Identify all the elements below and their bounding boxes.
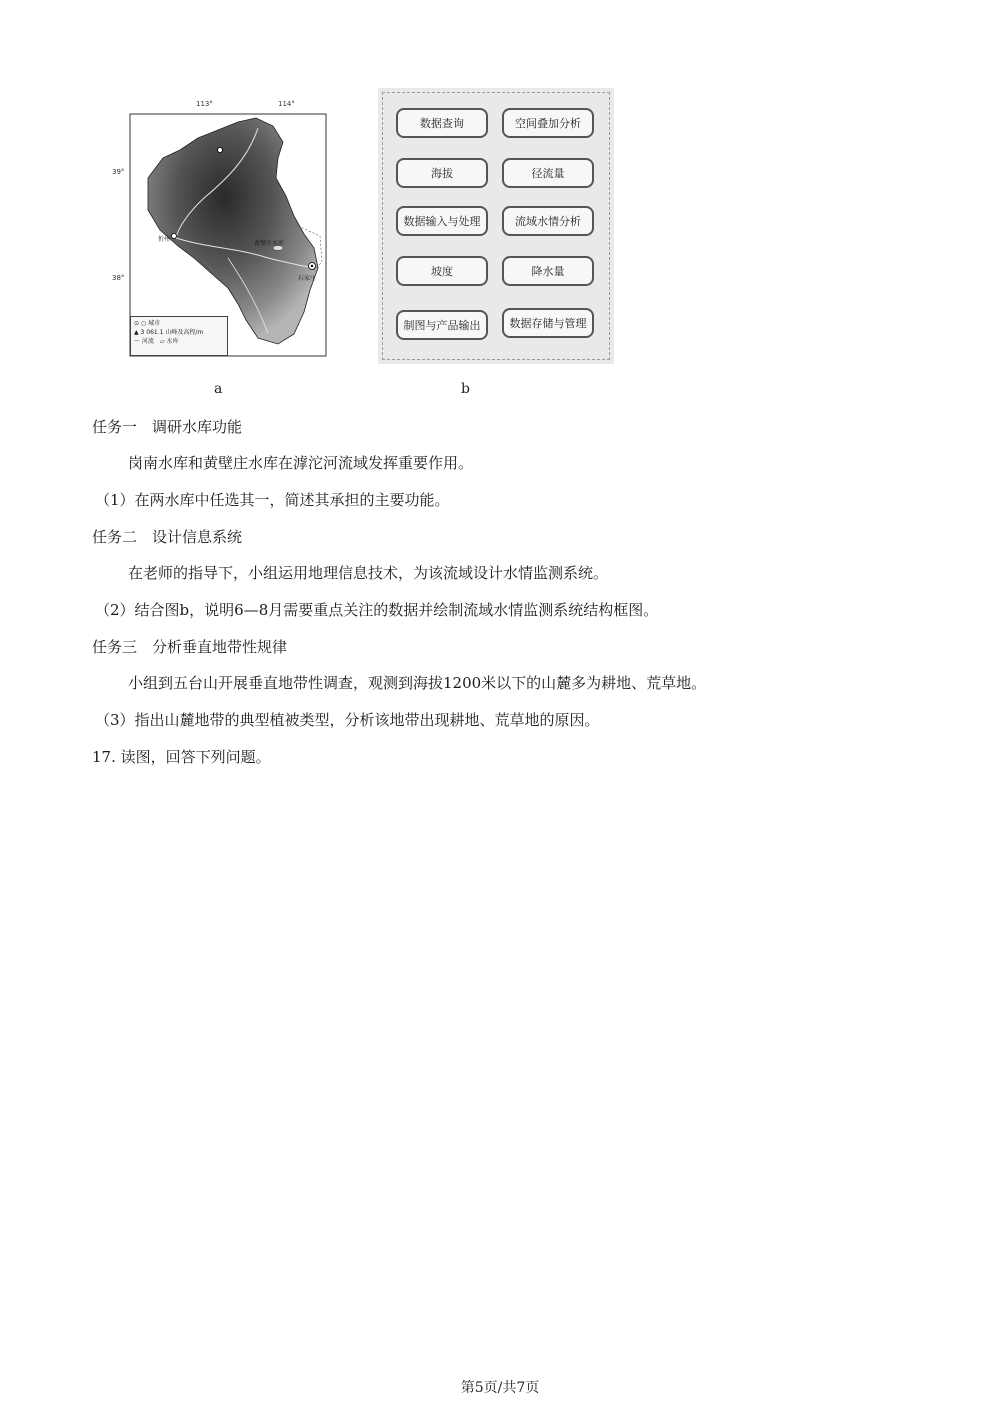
system-box: 数据存储与管理 [502,308,594,338]
system-box: 数据查询 [396,108,488,138]
system-box: 坡度 [396,256,488,286]
question-17: 17. 读图，回答下列问题。 [92,748,271,766]
system-box: 海拔 [396,158,488,188]
task2-text: 在老师的指导下，小组运用地理信息技术，为该流域设计水情监测系统。 [128,564,609,582]
system-box: 流域水情分析 [502,206,594,236]
lat-tick: 38° [112,274,125,282]
place-label: 忻州 [158,236,171,243]
place-label: 石家庄 [298,275,317,282]
figure-a-caption: a [214,381,223,397]
task2-title: 任务二 设计信息系统 [92,528,243,546]
map-legend [130,316,228,356]
system-box: 数据输入与处理 [396,206,488,236]
lat-tick: 39° [112,168,125,176]
legend-peak: ▲ 3 061.1 山峰及高程/m [134,329,204,336]
question-3: （3）指出山麓地带的典型植被类型，分析该地带出现耕地、荒草地的原因。 [95,711,600,729]
page-footer: 第5页/共7页 [460,1380,540,1396]
task1-title: 任务一 调研水库功能 [92,418,243,436]
city-marker [172,234,177,239]
task1-text: 岗南水库和黄壁庄水库在滹沱河流域发挥重要作用。 [128,454,474,472]
system-box: 径流量 [502,158,594,188]
system-box: 降水量 [502,256,594,286]
system-box: 空间叠加分析 [502,108,594,138]
figure-b-caption: b [461,381,470,397]
task3-title: 任务三 分析垂直地带性规律 [92,638,288,656]
place-label: 黄壁庄水库 [254,240,285,247]
lon-tick: 113° [196,100,213,108]
question-2: （2）结合图b，说明6—8月需要重点关注的数据并绘制流域水情监测系统结构框图。 [95,601,659,619]
system-box: 制图与产品输出 [396,310,488,340]
figure-a-map [108,98,330,360]
question-1: （1）在两水库中任选其一，简述其承担的主要功能。 [95,491,450,509]
city-marker [218,148,223,153]
task3-text: 小组到五台山开展垂直地带性调查，观测到海拔1200米以下的山麓多为耕地、荒草地。 [128,674,707,692]
legend-river-reservoir: 〜 河流 ▱ 水库 [134,338,179,345]
figure-b-system [378,88,614,364]
city-marker [311,265,313,267]
legend-city: ⊙ ○ 城市 [134,320,161,327]
lon-tick: 114° [278,100,295,108]
